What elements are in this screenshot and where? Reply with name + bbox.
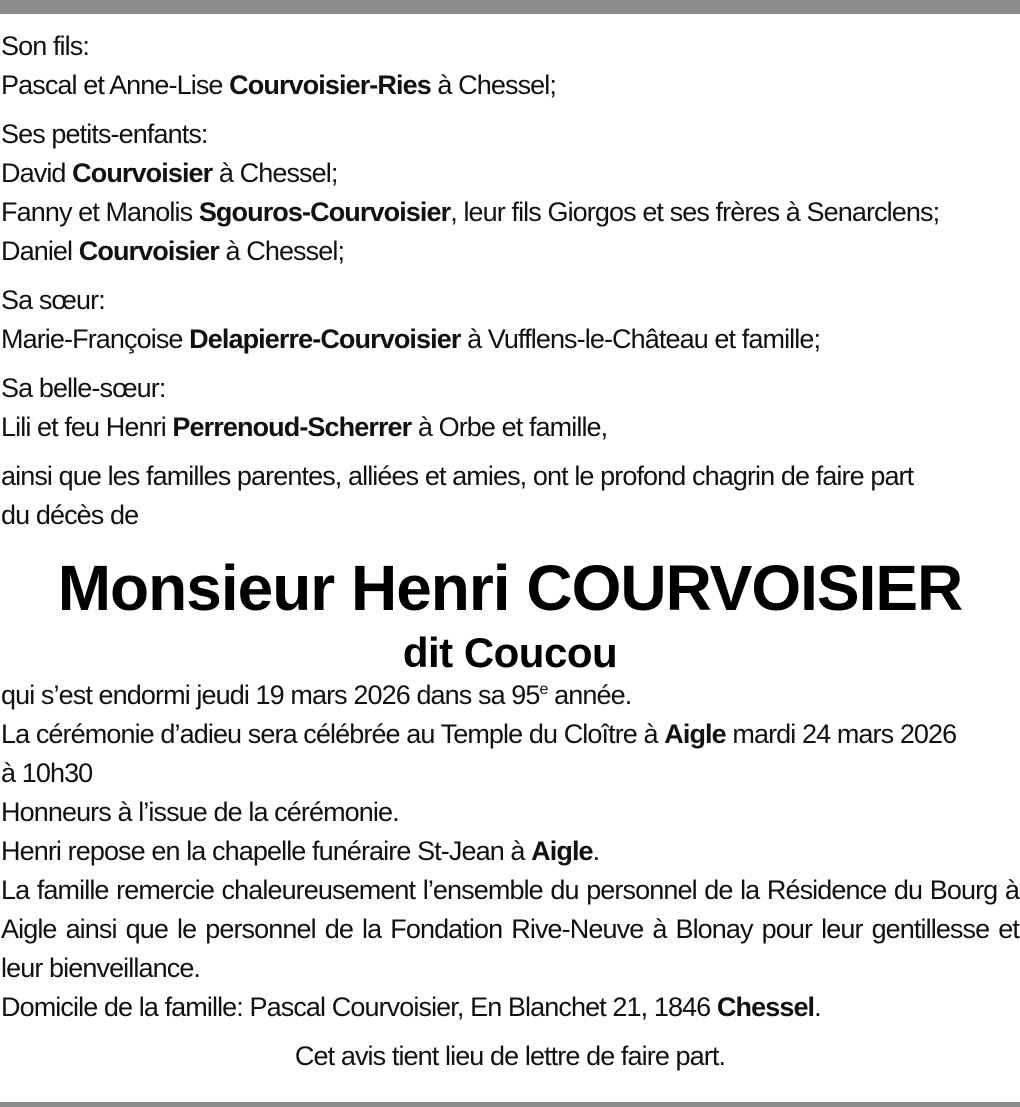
member-given-names: Daniel <box>1 236 79 266</box>
family-member-line <box>1 232 1019 271</box>
family-group-heading: Sa belle-sœur: <box>1 373 166 403</box>
member-given-names: Lili et feu Henri <box>1 412 173 442</box>
member-given-names: David <box>1 158 73 188</box>
domicile-place: Chessel <box>716 992 815 1022</box>
ordinal-suffix: e <box>539 681 548 698</box>
member-location: à Chessel; <box>430 70 556 100</box>
member-location: à Chessel; <box>212 158 338 188</box>
family-section <box>1 27 1019 447</box>
member-location: à Orbe et famille, <box>411 412 608 442</box>
deceased-name: Monsieur Henri COURVOISIER <box>57 552 963 624</box>
member-location: à Vufflens-le-Château et famille; <box>460 324 821 354</box>
member-location: à Chessel; <box>218 236 345 266</box>
member-surname: Courvoisier <box>72 158 213 188</box>
family-group-heading: Ses petits-enfants: <box>1 119 208 149</box>
family-member-line <box>1 408 1019 447</box>
closing-line: Cet avis tient lieu de lettre de faire part. <box>294 1041 726 1071</box>
ceremony-place: Aigle <box>664 719 726 749</box>
obituary-notice <box>1 27 1019 1076</box>
domicile-line: Domicile de la famille: Pascal Courvoisier, En Blanchet 21, 1846 Chessel. <box>1 992 821 1022</box>
thanks-paragraph: La famille remercie chaleureusement l’ensemble du personnel de la Résidence du Bourg à Aigle ainsi que le personnel de la Fondation Rive-Neuve à Blonay pour leur gentillesse et leur bienveillance. <box>1 875 1019 983</box>
rest-place: Aigle <box>531 836 593 866</box>
member-surname: Delapierre-Courvoisier <box>189 324 461 354</box>
family-group-heading: Sa sœur: <box>1 285 105 315</box>
death-line: qui s’est endormi jeudi 19 mars 2026 dans sa 95e année. <box>1 680 632 710</box>
family-member-line <box>1 154 1019 193</box>
intro-line: ainsi que les familles parentes, alliées et amies, ont le profond chagrin de faire part <box>1 461 914 491</box>
member-surname: Courvoisier <box>78 236 219 266</box>
intro-line: du décès de <box>1 500 139 530</box>
ceremony-time: à 10h30 <box>1 758 93 788</box>
top-border <box>0 0 1020 14</box>
member-surname: Courvoisier-Ries <box>229 70 431 100</box>
member-given-names: Pascal et Anne-Lise <box>1 70 230 100</box>
honours-line: Honneurs à l’issue de la cérémonie. <box>1 797 399 827</box>
family-member-line <box>1 320 1019 359</box>
member-location: , leur fils Giorgos et ses frères à Senarclens; <box>450 197 940 227</box>
ceremony-line: La cérémonie d’adieu sera célébrée au Temple du Cloître à Aigle mardi 24 mars 2026 <box>1 719 957 749</box>
family-group-heading: Son fils: <box>1 31 89 61</box>
member-surname: Perrenoud-Scherrer <box>172 412 412 442</box>
family-member-line <box>1 193 1019 232</box>
bottom-border <box>0 1102 1020 1107</box>
family-member-line <box>1 66 1019 105</box>
rest-line: Henri repose en la chapelle funéraire St-Jean à Aigle. <box>1 836 600 866</box>
member-given-names: Marie-Françoise <box>1 324 190 354</box>
member-surname: Sgouros-Courvoisier <box>198 197 451 227</box>
deceased-nickname: dit Coucou <box>402 629 618 676</box>
member-given-names: Fanny et Manolis <box>1 197 199 227</box>
